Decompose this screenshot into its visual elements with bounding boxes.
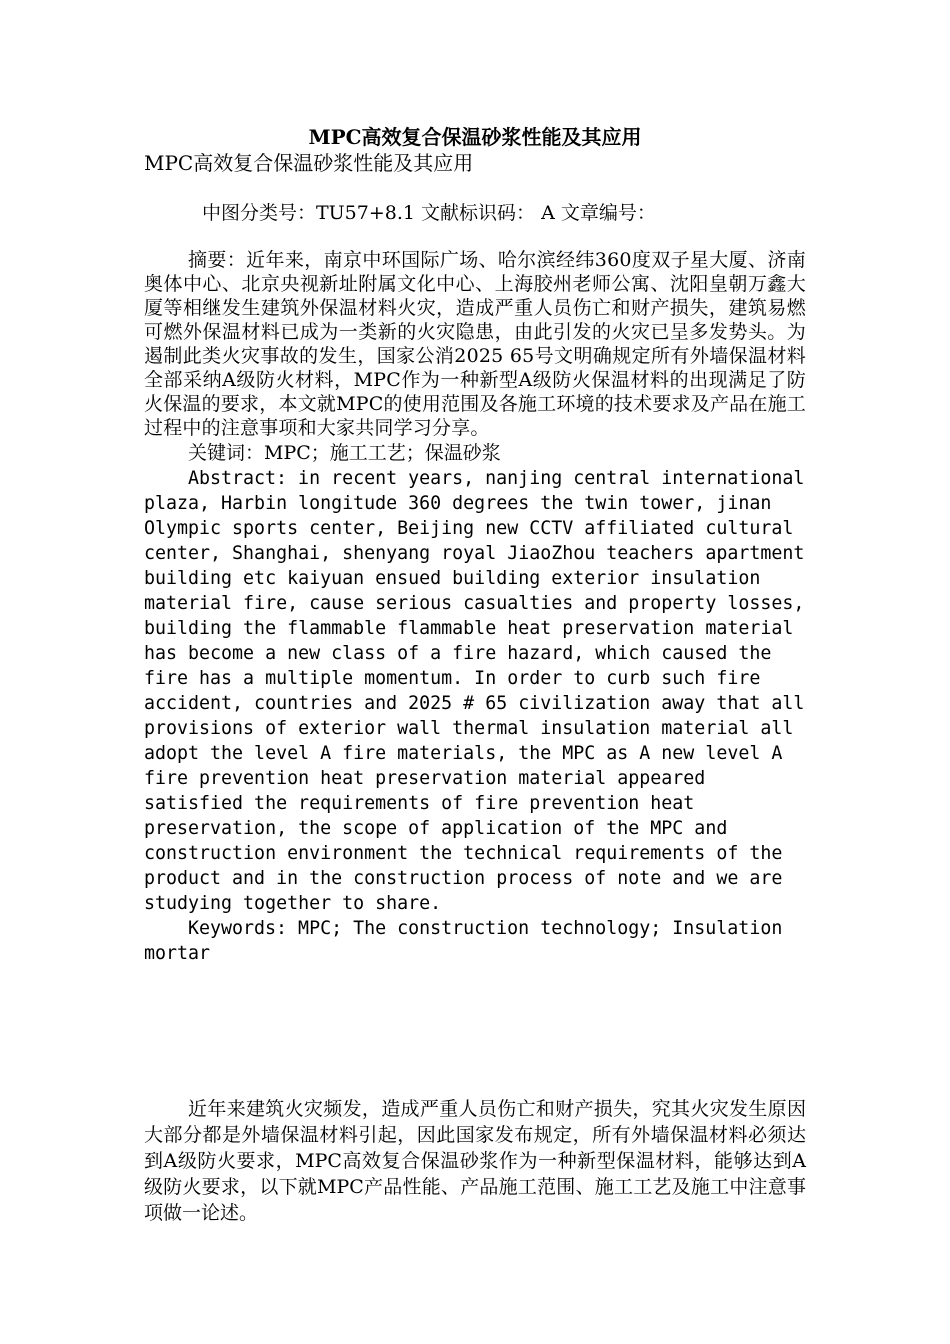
- abstract-english: Abstract: in recent years, nanjing central international plaza, Harbin longitude 360 degrees the twin tower, jinan Olympic sports center, Beijing new CCTV affiliated cultural center, Shanghai, shenyang royal JiaoZhou teachers apartment building etc kaiyuan ensued building exterior insulation material fire, cause serious casualties and property losses, building the flammable flammable heat preservation material has become a new class of a fire hazard, which caused the fire has a multiple momentum. In order to curb such fire accident, countries and 2025 # 65 civilization away that all provisions of exterior wall thermal insulation material all adopt the level A fire materials, the MPC as A new level A fire prevention heat preservation material appeared satisfied the requirements of fire prevention heat preservation, the scope of application of the MPC and construction environment the technical requirements of the product and in the construction process of note and we are studying together to share.: [144, 468, 805, 914]
- abstract-section: [144, 248, 806, 966]
- abstract-chinese: 摘要：近年来，南京中环国际广场、哈尔滨经纬360度双子星大厦、济南奥体中心、北京央视新址附属文化中心、上海胶州老师公寓、沈阳皇朝万鑫大厦等相继发生建筑外保温材料火灾，造成严重人员伤亡和财产损失，建筑易燃可燃外保温材料已成为一类新的火灾隐患，由此引发的火灾已呈多发势头。为遏制此类火灾事故的发生，国家公消2025 65号文明确规定所有外墙保温材料全部采纳A级防火材料，MPC作为一种新型A级防火保温材料的出现满足了防火保温的要求，本文就MPC的使用范围及各施工环境的技术要求及产品在施工过程中的注意事项和大家共同学习分享。: [144, 249, 806, 439]
- body-section: [144, 1096, 806, 1226]
- keywords-chinese: 关键词：MPC；施工工艺；保温砂浆: [188, 442, 501, 464]
- document-subtitle: MPC高效复合保温砂浆性能及其应用: [144, 151, 474, 175]
- classification-line: 中图分类号：TU57+8.1 文献标识码： A 文章编号：: [202, 202, 656, 224]
- body-paragraph: 近年来建筑火灾频发，造成严重人员伤亡和财产损失，究其火灾发生原因大部分都是外墙保温材料引起，因此国家发布规定，所有外墙保温材料必须达到A级防火要求，MPC高效复合保温砂浆作为一种新型保温材料，能够达到A级防火要求，以下就MPC产品性能、产品施工范围、施工工艺及施工中注意事项做一论述。: [144, 1098, 806, 1224]
- document-title: MPC高效复合保温砂浆性能及其应用: [308, 125, 642, 149]
- keywords-english: Keywords: MPC; The construction technology; Insulation mortar: [144, 918, 783, 964]
